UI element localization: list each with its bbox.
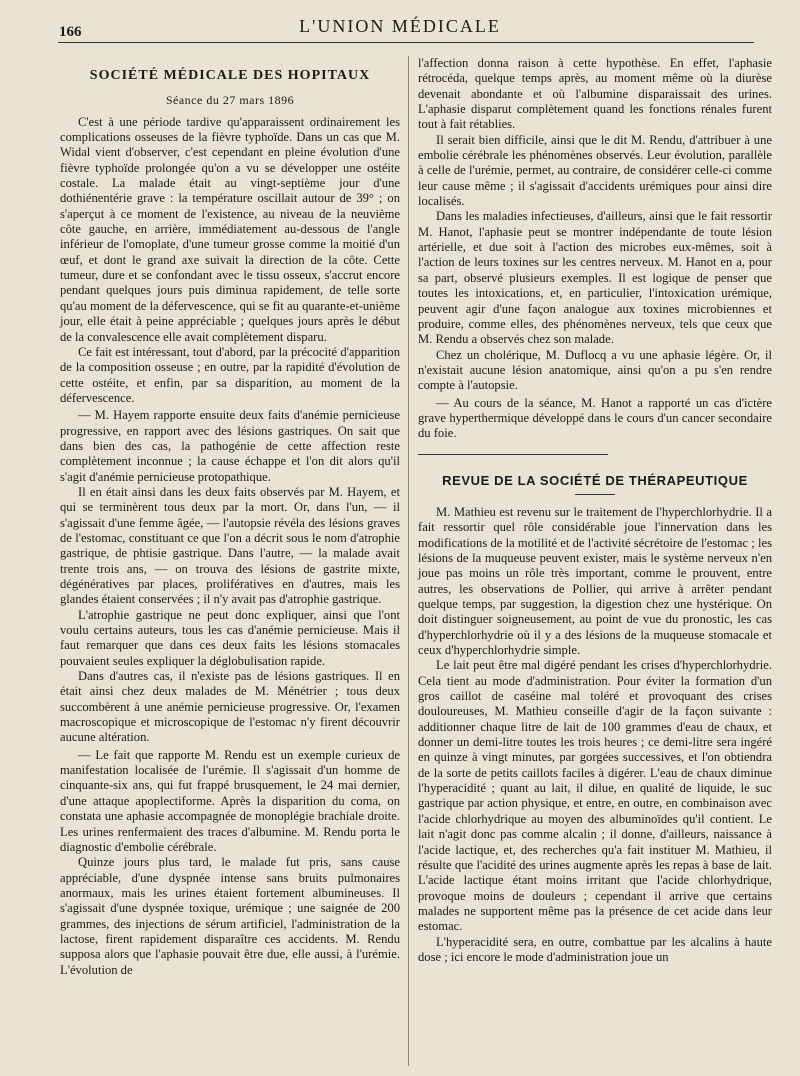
paragraph: M. Mathieu est revenu sur le traitement de l'hyperchlorhydrie. Il a fait ressortir quel rôle considérable joue l'innervation dans les modifications de la motilité et de l'activité sécrétoire de l'estomac ; les lésions de la muqueuse peuvent exister, mais le système nerveux n'en joue pas moins un rôle très important, comme le prouvent, entre autres, les observations de Pollier, qui arrive à arrêter pendant quelque temps, par suggestion, la digestion chez une hystérique. On doit distinguer soigneusement, au point de vue du pronostic, les cas d'hyperchlorhydrie où il y a des lésions de la muqueuse stomacale et ceux d'hyperchlorhydrie simple. bbox=[418, 504, 772, 658]
section-title-2: REVUE DE LA SOCIÉTÉ DE THÉRAPEUTIQUE bbox=[442, 472, 748, 488]
right-column bbox=[418, 56, 772, 965]
left-column bbox=[60, 56, 400, 978]
paragraph: L'atrophie gastrique ne peut donc expliquer, ainsi que l'ont voulu certains auteurs, tous les cas d'anémie pernicieuse. Mais il faut remarquer que dans ces deux faits les lésions stomacales pouvaient seules expliquer la déglobulisation rapide. bbox=[60, 607, 400, 668]
paragraph: l'affection donna raison à cette hypothèse. En effet, l'aphasie rétrocéda, quelque temps après, au moment même où la diurèse devenait abondante et où l'albumine disparaissait des urines. L'aphasie disparut complètement quand les fonctions rénales furent tout à fait rétablies. bbox=[418, 56, 772, 132]
paragraph: C'est à une période tardive qu'apparaissent ordinairement les complications osseuses de la fièvre typhoïde. Dans un cas que M. Widal vient d'observer, c'est cependant en pleine évolution d'une fièvre typhoïde prolongée qu'on a vu se développer une ostéite costale. La malade était au vingt-septième jour d'une dothiénentérie grave : la température oscillait autour de 39° ; on s'aperçut à ce moment de l'existence, au niveau de la neuvième côte gauche, en arrière, immédiatement au-dessous de l'angle inférieur de l'omoplate, d'une tumeur grosse comme la moitié d'un œuf, et dont le grand axe suivait la direction de la côte. Cette tumeur, dure et se confondant avec le tissu osseux, s'accrut encore pendant quelques jours puis diminua rapidement, de telle sorte qu'au moment de la défervescence, qui se fit au quarante-et-unième jour, elle était à peine appréciable ; quelques jours après le début de la convalescence elle avait complètement disparu. bbox=[60, 114, 400, 344]
column-divider bbox=[408, 56, 409, 1066]
paragraph: — Le fait que rapporte M. Rendu est un exemple curieux de manifestation localisée de l'urémie. Il s'agissait d'un homme de cinquante-six ans, qui fut frappé brusquement, le 24 mai dernier, d'une attaque apoplectiforme. Après la disparition du coma, on constata une aphasie accompagnée de monoplégie brachiale droite. Les urines renfermaient des traces d'albumine. M. Rendu porta le diagnostic d'embolie cérébrale. bbox=[60, 747, 400, 854]
paragraph: Dans les maladies infectieuses, d'ailleurs, ainsi que le fait ressortir M. Hanot, l'aphasie peut se montrer indépendante de toute lésion artérielle, et due soit à l'action des microbes eux-mêmes, soit à l'action de leurs toxines sur les centres nerveux. M. Hanot en a, pour sa part, observé plusieurs exemples. Il est logique de penser que toutes les intoxications, et, en particulier, l'intoxication urémique, peuvent agir d'une façon analogue aux toxines microbiennes et produire, comme elles, des phénomènes nerveux, tels que ceux que M. Rendu a observés chez son malade. bbox=[418, 209, 772, 347]
paragraph: Quinze jours plus tard, le malade fut pris, sans cause appréciable, d'une dyspnée intense sans bruits pulmonaires anormaux, mais les urines étaient fortement albumineuses. Il s'agissait d'une dyspnée toxique, urémique ; une saignée de 200 grammes, des injections de sérum artificiel, l'administration de la lactose, firent rapidement disparaître ces accidents. M. Rendu supposa alors que l'aphasie pouvait être due, elle aussi, à l'urémie. L'évolution de bbox=[60, 855, 400, 977]
separator-rule bbox=[418, 454, 608, 455]
journal-title: L'UNION MÉDICALE bbox=[299, 16, 501, 36]
paragraph: Dans d'autres cas, il n'existe pas de lésions gastriques. Il en était ainsi chez deux malades de M. Ménétrier ; tous deux succombèrent à une anémie pernicieuse progressive. Or, l'examen macroscopique et microscopique de l'estomac n'y firent découvrir aucune altération. bbox=[60, 669, 400, 745]
paragraph: Ce fait est intéressant, tout d'abord, par la précocité d'apparition de la composition osseuse ; en outre, par la rapidité d'évolution de cette ostéite, et enfin, par sa disparition, au moment de la défervescence. bbox=[60, 344, 400, 405]
section-title: SOCIÉTÉ MÉDICALE DES HOPITAUX bbox=[89, 68, 371, 83]
paragraph: L'hyperacidité sera, en outre, combattue par les alcalins à haute dose ; ici encore le mode d'administration joue un bbox=[418, 934, 772, 964]
page-number: 166 bbox=[59, 24, 82, 40]
paragraph: Il en était ainsi dans les deux faits observés par M. Hayem, et qui se terminèrent tous deux par la mort. Or, dans l'un, — il s'agissait d'une femme âgée, — l'autopsie révéla des lésions graves de l'estomac, constituant ce que l'on a décrit sous le nom d'atrophie gastrique, de phtisie gastrique. Dans l'autre, — la malade avait trente trois ans, — on trouva des lésions de gastrite mixte, dégénératives par places, prolifératives en d'autres, mais les glandes étaient conservées ; il n'y avait pas d'atrophie gastrique. bbox=[60, 484, 400, 607]
paragraph: Il serait bien difficile, ainsi que le dit M. Rendu, d'attribuer à une embolie cérébrale les phénomènes observés. Leur évolution, parallèle à celle de l'urémie, permet, au contraire, de considérer celle-ci comme leur cause même ; il s'agissait d'accidents urémiques pour ainsi dire localisés. bbox=[418, 132, 772, 209]
paragraph: — Au cours de la séance, M. Hanot a rapporté un cas d'ictère grave hyperthermique développé dans le cours d'un cancer secondaire du foie. bbox=[418, 395, 772, 441]
paragraph: Chez un cholérique, M. Duflocq a vu une aphasie légère. Or, il n'existait aucune lésion anatomique, ainsi qu'on a pu s'en rendre compte à l'autopsie. bbox=[418, 347, 772, 393]
title-underline bbox=[575, 494, 615, 495]
session-date: Séance du 27 mars 1896 bbox=[165, 93, 295, 108]
paragraph: Le lait peut être mal digéré pendant les crises d'hyperchlorhydrie. Cela tient au mode d'administration. Pour éviter la formation d'un gros caillot de caséine mal toléré et provoquant des crises douloureuses, M. Mathieu conseille d'agir de la façon suivante : additionner chaque litre de lait de 100 grammes d'eau de chaux, et donner un demi-litre toutes les trois heures ; ce demi-litre sera ingéré en quinze à vingt minutes, par gorgées successives, et l'on obtiendra de la sorte de petits caillots faciles à digérer. L'eau de chaux diminue l'hyperacidité ; quant au lait, il dilue, en qualité de liquide, le suc gastrique par action physique, et entre, en outre, en combinaison avec l'acide chlorhydrique au moyen des albuminoïdes qu'il contient. Le lait n'agit donc pas comme alcalin ; il donne, d'ailleurs, naissance à l'acide lactique, et, des recherches qu'a fait instituer M. Mathieu, il résulte que l'acidité des urines augmente après les repas à base de lait. L'acide lactique étant moins irritant que l'acide chlorhydrique, provoque moins de douleurs ; cependant il arrive que certains malades ne supportent même pas la présence de cet acide dans leur estomac. bbox=[418, 658, 772, 934]
paragraph: — M. Hayem rapporte ensuite deux faits d'anémie pernicieuse progressive, en rapport avec des lésions gastriques. On sait que dans bien des cas, la pathogénie de cette affection reste complètement inconnue ; la cause échappe et l'on dit alors qu'il s'agit d'anémie pernicieuse protopathique. bbox=[60, 408, 400, 484]
header-rule bbox=[58, 42, 754, 43]
